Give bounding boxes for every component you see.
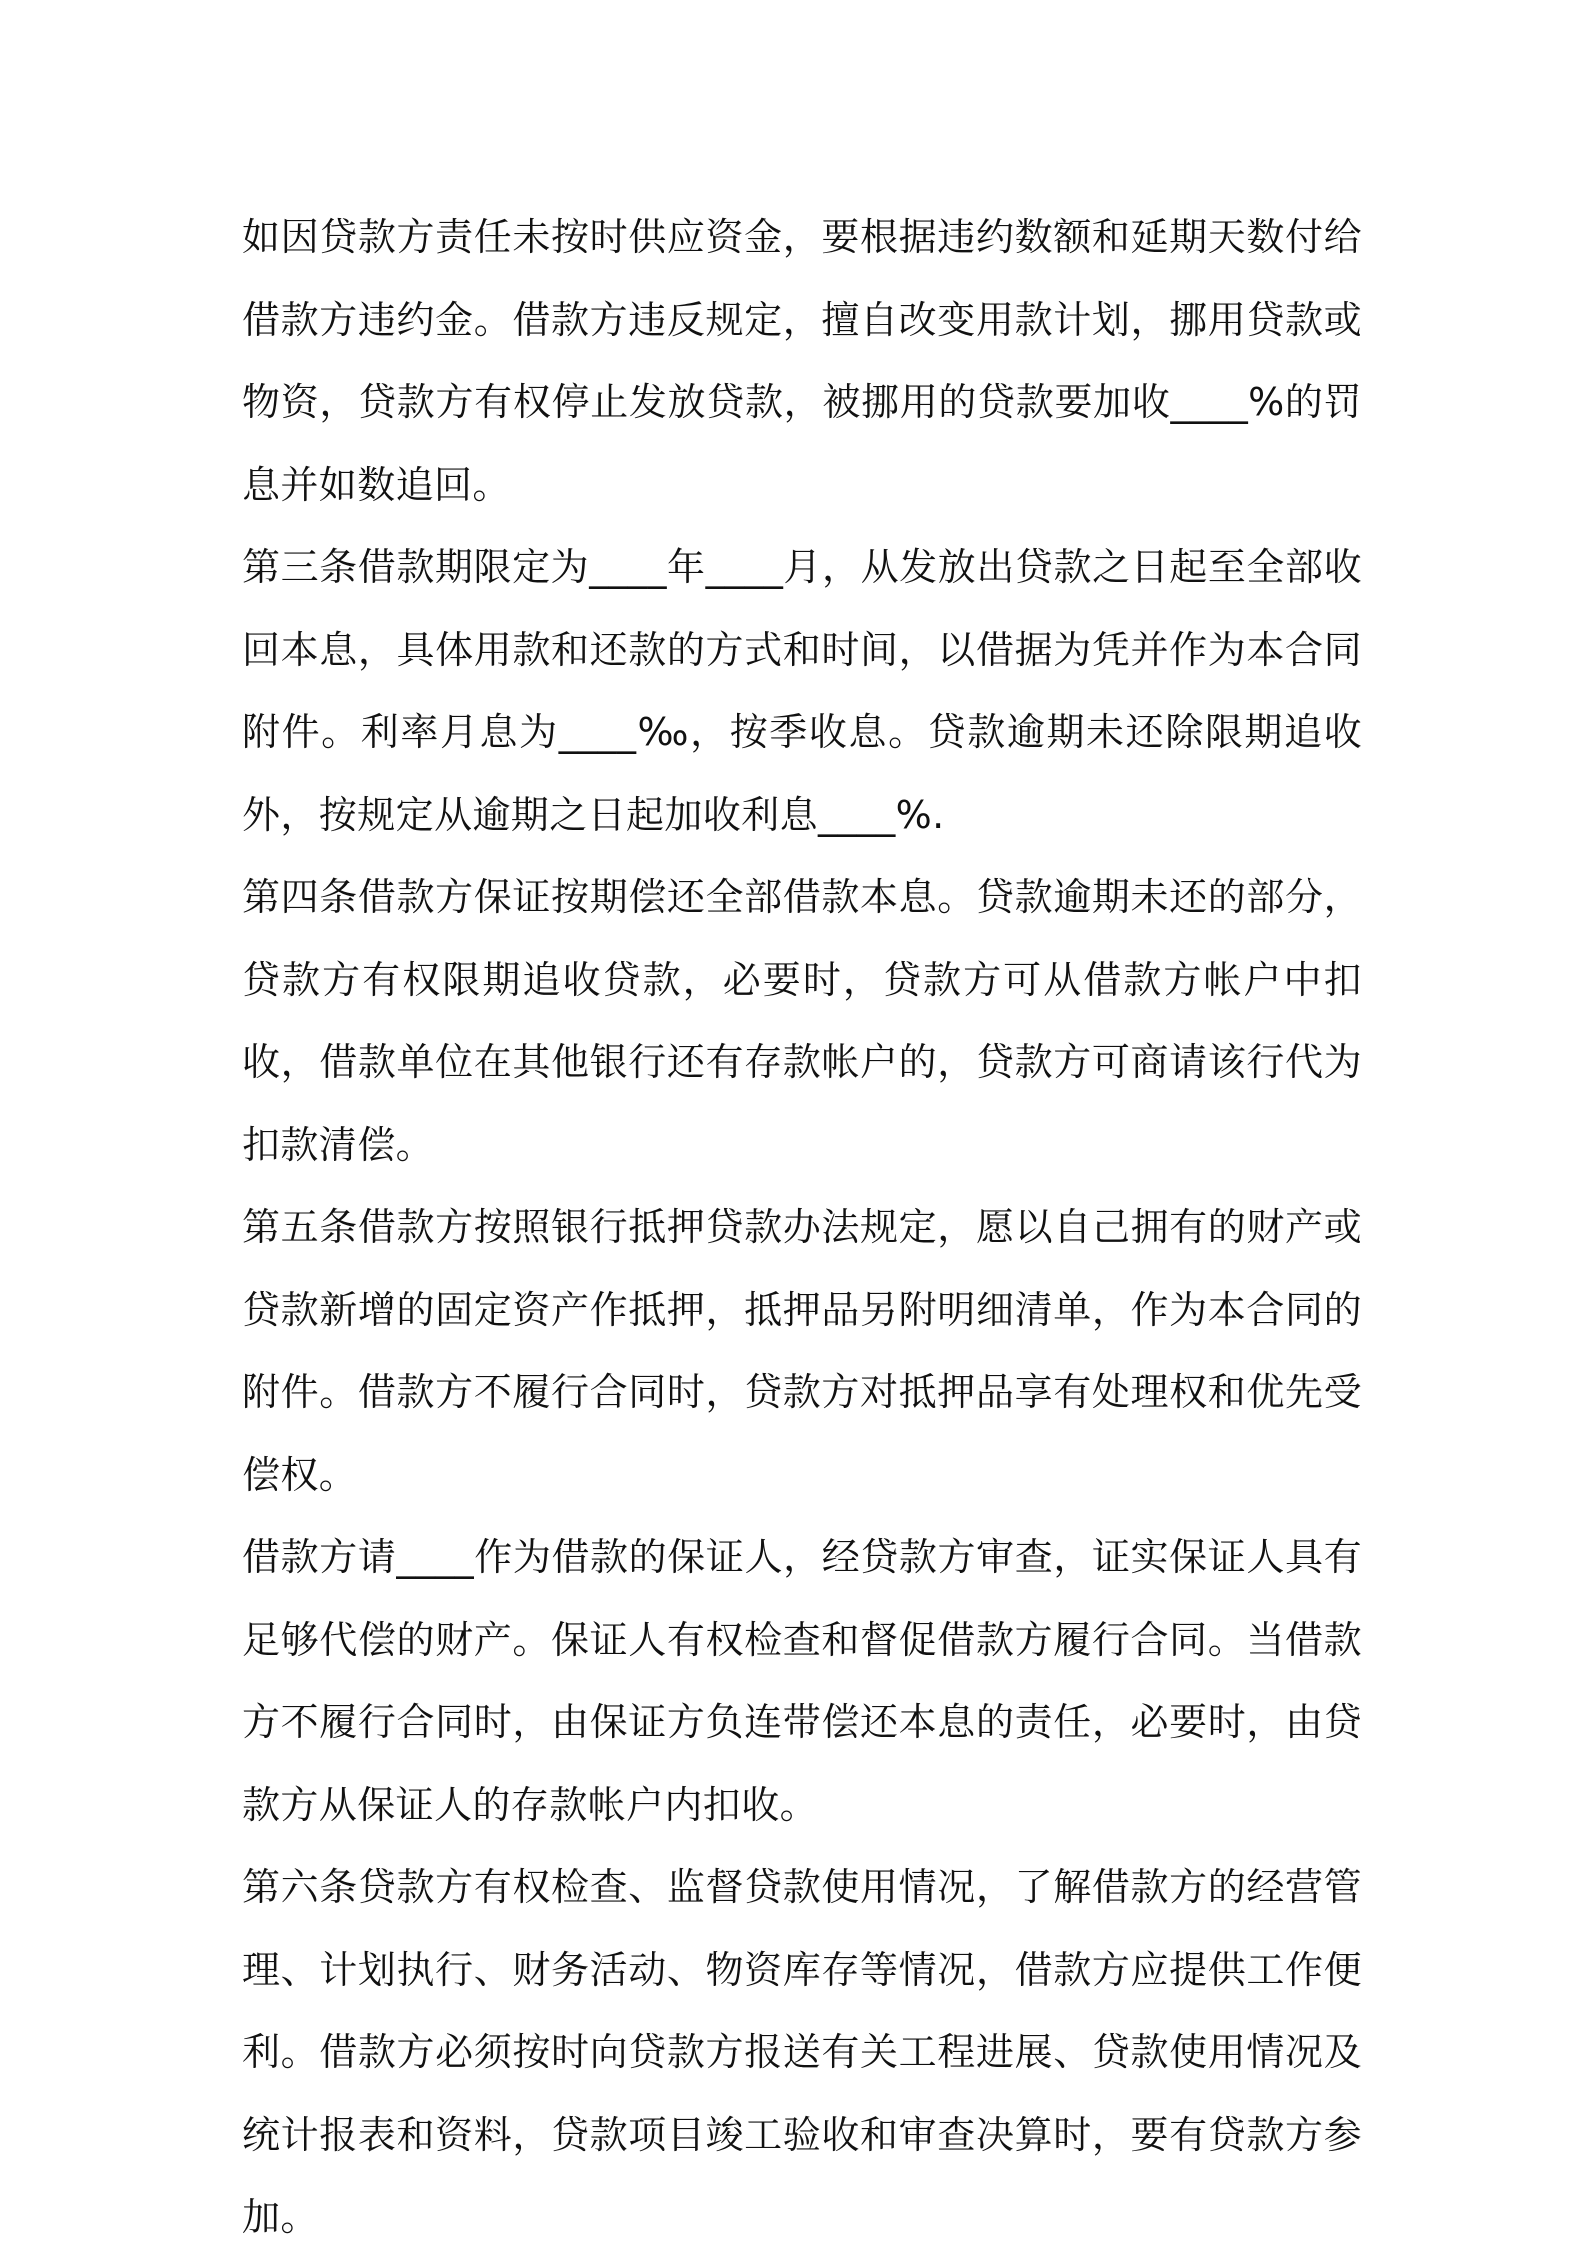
paragraph-article-6-supervision: 第六条贷款方有权检查、监督贷款使用情况，了解借款方的经营管理、计划执行、财务活动、物资库存等情况，借款方应提供工作便利。借款方必须按时向贷款方报送有关工程进展、贷款使用情况及统计报表和资料，贷款项目竣工验收和审查决算时，要有贷款方参加。 [242, 1865, 1362, 2239]
document-body [242, 196, 1362, 2259]
paragraph-penalty-interest: 如因贷款方责任未按时供应资金，要根据违约数额和延期天数付给借款方违约金。借款方违反规定，擅自改变用款计划，挪用贷款或物资，贷款方有权停止发放贷款，被挪用的贷款要加收____%的罚息并如数追回。 [242, 215, 1362, 507]
paragraph-article-3-loan-term: 第三条借款期限定为____年____月，从发放出贷款之日起至全部收回本息，具体用款和还款的方式和时间，以借据为凭并作为本合同附件。利率月息为____‰，按季收息。贷款逾期未还除限期追收外，按规定从逾期之日起加收利息____%. [242, 545, 1362, 837]
paragraph-guarantor: 借款方请____作为借款的保证人，经贷款方审查，证实保证人具有足够代偿的财产。保证人有权检查和督促借款方履行合同。当借款方不履行合同时，由保证方负连带偿还本息的责任，必要时，由贷款方从保证人的存款帐户内扣收。 [242, 1535, 1362, 1827]
paragraph-article-4-repayment: 第四条借款方保证按期偿还全部借款本息。贷款逾期未还的部分，贷款方有权限期追收贷款，必要时，贷款方可从借款方帐户中扣收，借款单位在其他银行还有存款帐户的，贷款方可商请该行代为扣款清偿。 [242, 875, 1362, 1167]
paragraph-article-5-mortgage: 第五条借款方按照银行抵押贷款办法规定，愿以自己拥有的财产或贷款新增的固定资产作抵押，抵押品另附明细清单，作为本合同的附件。借款方不履行合同时，贷款方对抵押品享有处理权和优先受偿权。 [242, 1205, 1362, 1497]
